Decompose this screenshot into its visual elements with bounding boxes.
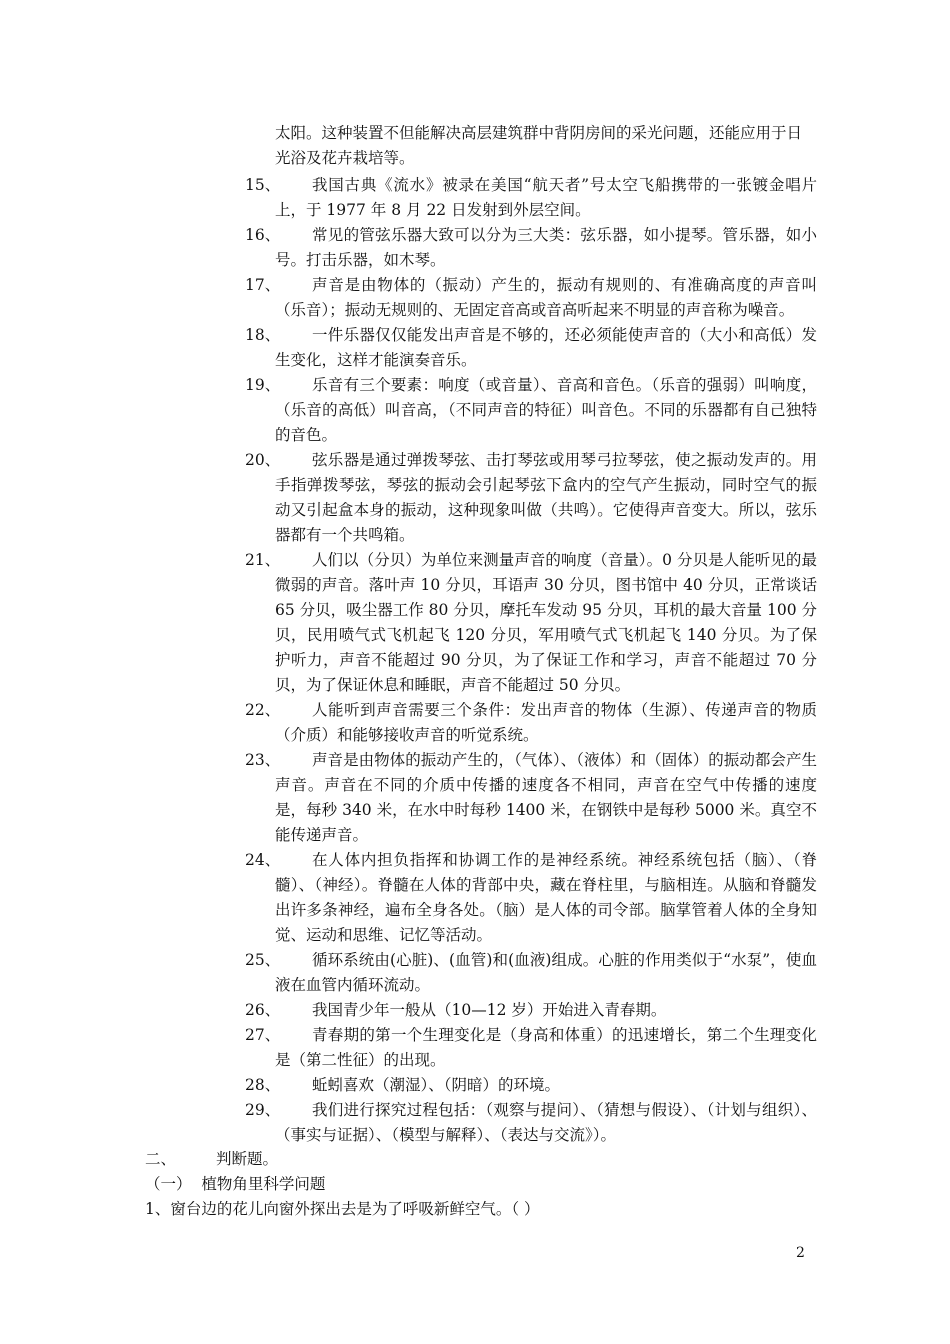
list-item-number: 27、 xyxy=(245,1026,281,1044)
subsection-heading xyxy=(145,1172,325,1197)
continuation-paragraph: 太阳。这种装置不但能解决高层建筑群中背阴房间的采光问题，还能应用于日光浴及花卉栽培等。 xyxy=(275,124,803,167)
list-item-text: 一件乐器仅仅能发出声音是不够的，还必须能使声音的（大小和高低）发生变化，这样才能演奏音乐。 xyxy=(275,326,817,369)
list-item-text: 常见的管弦乐器大致可以分为三大类：弦乐器，如小提琴。管乐器，如小号。打击乐器，如木琴。 xyxy=(275,226,817,269)
list-item-text: 人们以（分贝）为单位来测量声音的响度（音量）。0 分贝是人能听见的最微弱的声音。落叶声 10 分贝，耳语声 30 分贝，图书馆中 40 分贝，正常谈话 65 分贝，吸尘器工作 80 分贝，摩托车发动 95 分贝，耳机的最大音量 100 分贝，民用喷气式飞机起飞 120 分贝，军用喷气式飞机起飞 140 分贝。为了保护听力，声音不能超过 90 分贝，为了保证工作和学习，声音不能超过 70 分贝，为了保证休息和睡眠，声音不能超过 50 分贝。 xyxy=(275,551,817,694)
list-item-text: 我们进行探究过程包括：（观察与提问）、（猜想与假设）、（计划与组织）、（事实与证据）、（模型与解释）、（表达与交流》）。 xyxy=(275,1101,817,1144)
section-heading xyxy=(145,1147,278,1172)
section-number: 二、 xyxy=(145,1150,177,1168)
list-item-number: 26、 xyxy=(245,1001,281,1019)
list-item-text: 青春期的第一个生理变化是（身高和体重）的迅速增长，第二个生理变化是（第二性征）的出现。 xyxy=(275,1026,817,1069)
subsection-title: 植物角里科学问题 xyxy=(201,1175,326,1193)
list-item-number: 15、 xyxy=(245,176,281,194)
list-item-number: 28、 xyxy=(245,1076,281,1094)
list-item-text: 我国青少年一般从（10—12 岁）开始进入青春期。 xyxy=(312,1001,667,1019)
list-item-number: 23、 xyxy=(245,751,281,769)
list-item-number: 25、 xyxy=(245,951,281,969)
list-item-text: 声音是由物体的振动产生的，（气体）、（液体）和（固体）的振动都会产生声音。声音在不同的介质中传播的速度各不相同，声音在空气中传播的速度是，每秒 340 米，在水中时每秒 1400 米，在钢铁中是每秒 5000 米。真空不能传递声音。 xyxy=(275,751,817,844)
subsection-number: （一） xyxy=(145,1175,192,1193)
list-item-number: 17、 xyxy=(245,276,281,294)
list-item-number: 16、 xyxy=(245,226,281,244)
list-item-number: 18、 xyxy=(245,326,281,344)
page-number: 2 xyxy=(796,1245,805,1261)
list-item-text: 我国古典《流水》被录在美国“航天者”号太空飞船携带的一张镀金唱片上，于 1977 年 8 月 22 日发射到外层空间。 xyxy=(275,176,817,219)
list-item-number: 29、 xyxy=(245,1101,281,1119)
list-item-text: 蚯蚓喜欢（潮湿）、（阴暗）的环境。 xyxy=(312,1076,561,1094)
list-item-number: 19、 xyxy=(245,376,281,394)
list-item-number: 21、 xyxy=(245,551,281,569)
list-item-text: 循环系统由(心脏)、(血管)和(血液)组成。心脏的作用类似于“水泵”，使血液在血管内循环流动。 xyxy=(275,951,817,994)
section-title: 判断题。 xyxy=(216,1150,279,1168)
list-item-number: 22、 xyxy=(245,701,281,719)
list-item-text: 人能听到声音需要三个条件：发出声音的物体（生源）、传递声音的物质（介质）和能够接收声音的听觉系统。 xyxy=(275,701,817,744)
list-item-number: 20、 xyxy=(245,451,281,469)
list-item-text: 在人体内担负指挥和协调工作的是神经系统。神经系统包括（脑）、（脊髓）、（神经）。脊髓在人体的背部中央，藏在脊柱里，与脑相连。从脑和脊髓发出许多条神经，遍布全身各处。（脑）是人体的司令部。脑掌管着人体的全身知觉、运动和思维、记忆等活动。 xyxy=(275,851,817,944)
list-item-text: 声音是由物体的（振动）产生的，振动有规则的、有准确高度的声音叫（乐音）；振动无规则的、无固定音高或音高听起来不明显的声音称为噪音。 xyxy=(275,276,817,319)
judgment-question: 1、窗台边的花儿向窗外探出去是为了呼吸新鲜空气。（ ） xyxy=(145,1200,540,1218)
list-item-number: 24、 xyxy=(245,851,281,869)
list-item-text: 乐音有三个要素：响度（或音量）、音高和音色。（乐音的强弱）叫响度，（乐音的高低）叫音高，（不同声音的特征）叫音色。不同的乐器都有自己独特的音色。 xyxy=(275,376,817,444)
list-item-text: 弦乐器是通过弹拨琴弦、击打琴弦或用琴弓拉琴弦，使之振动发声的。用手指弹拨琴弦，琴弦的振动会引起琴弦下盒内的空气产生振动，同时空气的振动又引起盒本身的振动，这种现象叫做（共鸣）。它使得声音变大。所以，弦乐器都有一个共鸣箱。 xyxy=(275,451,817,544)
